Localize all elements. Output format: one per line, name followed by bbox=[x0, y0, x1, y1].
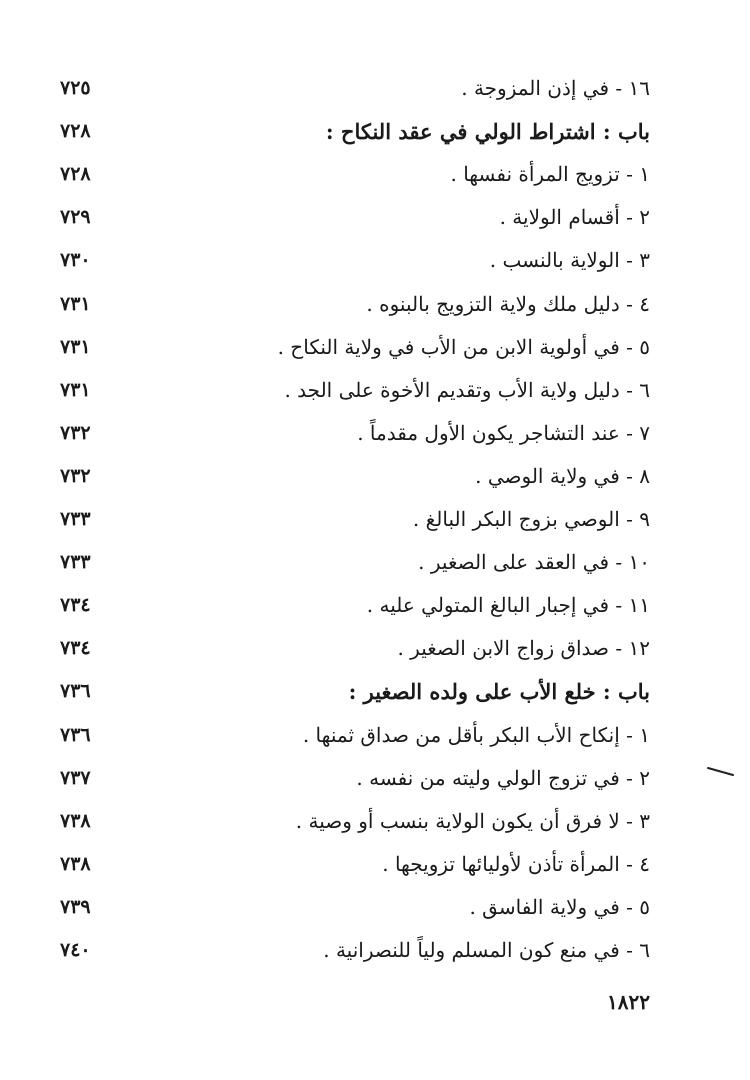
toc-entry-title: ٣ - الولاية بالنسب . bbox=[489, 248, 650, 273]
toc-entry-page: ٧٣١ bbox=[60, 335, 91, 358]
toc-entry bbox=[60, 459, 650, 493]
toc-entry-page: ٧٣٦ bbox=[60, 723, 91, 746]
toc-entry-page: ٧٢٥ bbox=[60, 77, 91, 99]
toc-entry-page: ٧٤٠ bbox=[60, 939, 91, 961]
toc-entry-title: ٥ - في ولاية الفاسق . bbox=[469, 894, 650, 919]
toc-entry-page: ٧٣٤ bbox=[60, 637, 91, 660]
toc-entry bbox=[60, 847, 650, 881]
toc-entry bbox=[60, 804, 650, 838]
toc-entry-title: ٦ - في منع كون المسلم ولياً للنصرانية . bbox=[323, 938, 650, 962]
toc-entry bbox=[60, 631, 650, 665]
toc-entry-page: ٧٣٢ bbox=[60, 464, 91, 487]
toc-entry bbox=[60, 200, 650, 234]
toc-entry-title: ١ - تزويج المرأة نفسها . bbox=[450, 162, 650, 187]
toc-entry-title: ٤ - المرأة تأذن لأوليائها تزويجها . bbox=[382, 851, 650, 876]
toc-entry bbox=[60, 933, 650, 967]
toc-entry-page: ٧٣١ bbox=[60, 292, 91, 315]
toc-entry-page: ٧٣٣ bbox=[60, 551, 91, 574]
toc-entry-page: ٧٣٦ bbox=[60, 680, 91, 703]
toc-entry-title: باب : خلع الأب على ولده الصغير : bbox=[348, 678, 650, 704]
toc-entry-page: ٧٢٨ bbox=[60, 163, 91, 186]
toc-entry-title: ١٢ - صداق زواج الابن الصغير . bbox=[397, 636, 650, 661]
toc-entry-page: ٧٣٤ bbox=[60, 594, 91, 617]
pen-mark-icon bbox=[706, 764, 736, 778]
toc-entry-title: ٢ - في تزوج الولي وليته من نفسه . bbox=[356, 765, 650, 790]
toc-entry-title: ٩ - الوصي بزوج البكر البالغ . bbox=[412, 507, 650, 531]
toc-entry-page: ٧٣٠ bbox=[60, 249, 91, 272]
toc-entry-page: ٧٣٩ bbox=[60, 895, 91, 918]
toc-entry-title: ٤ - دليل ملك ولاية التزويج بالبنوه . bbox=[366, 291, 650, 316]
toc-entry-title: ١٠ - في العقد على الصغير . bbox=[418, 550, 650, 575]
toc-entry-page: ٧٣٢ bbox=[60, 421, 91, 444]
toc-entry bbox=[60, 502, 650, 536]
toc-entry-page: ٧٢٨ bbox=[60, 120, 91, 143]
toc-entry bbox=[60, 718, 650, 752]
toc-entry bbox=[60, 761, 650, 795]
toc-entry-title: باب : اشتراط الولي في عقد النكاح : bbox=[325, 118, 650, 144]
toc-entry bbox=[60, 890, 650, 924]
toc-entry bbox=[60, 373, 650, 407]
toc-entry bbox=[60, 588, 650, 622]
toc-entry-title: ٨ - في ولاية الوصي . bbox=[475, 463, 650, 488]
toc-entry bbox=[60, 287, 650, 321]
toc-entry bbox=[60, 545, 650, 579]
toc-entry-title: ٦ - دليل ولاية الأب وتقديم الأخوة على الجد . bbox=[284, 377, 650, 402]
toc-entry-title: ٢ - أقسام الولاية . bbox=[499, 205, 650, 230]
page-number: ١٨٢٢ bbox=[607, 990, 650, 1014]
toc-entry-title: ١ - إنكاح الأب البكر بأقل من صداق ثمنها . bbox=[302, 722, 650, 747]
toc-entry-page: ٧٣٨ bbox=[60, 809, 91, 832]
toc-entry bbox=[60, 330, 650, 364]
toc-section-heading bbox=[60, 674, 650, 708]
toc-entry-page: ٧٣٧ bbox=[60, 766, 91, 789]
toc-section-heading bbox=[60, 114, 650, 148]
toc-entry bbox=[60, 243, 650, 277]
toc-entry-title: ١١ - في إجبار البالغ المتولي عليه . bbox=[366, 593, 650, 618]
toc-entry-page: ٧٣١ bbox=[60, 378, 91, 401]
toc-entry-page: ٧٢٩ bbox=[60, 206, 91, 229]
toc-entry bbox=[60, 71, 650, 105]
toc-entry-title: ٣ - لا فرق أن يكون الولاية بنسب أو وصية . bbox=[295, 808, 650, 833]
toc-entry-page: ٧٣٨ bbox=[60, 852, 91, 875]
toc-entry-page: ٧٣٣ bbox=[60, 508, 91, 530]
toc-entry bbox=[60, 416, 650, 450]
toc-entry bbox=[60, 157, 650, 191]
toc-entry-title: ٧ - عند التشاجر يكون الأول مقدماً . bbox=[357, 420, 650, 445]
toc-entry-title: ٥ - في أولوية الابن من الأب في ولاية النكاح . bbox=[277, 334, 650, 359]
toc-entry-title: ١٦ - في إذن المزوجة . bbox=[461, 76, 650, 100]
